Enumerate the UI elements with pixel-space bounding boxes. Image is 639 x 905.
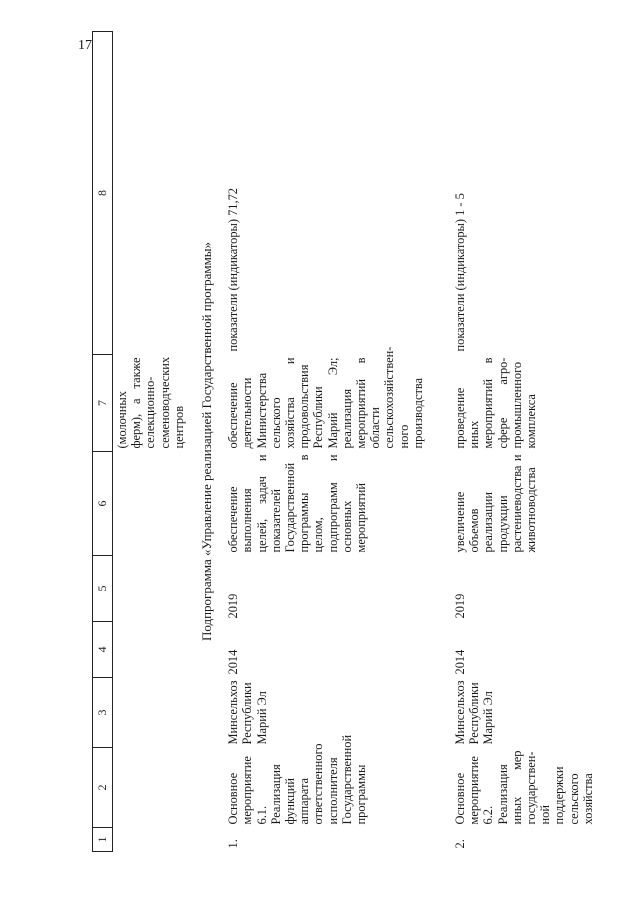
executor: Минсельхоз Республики Марий Эл [453,680,496,745]
col-header-8: 8 [93,32,113,355]
measure-name: Основное мероприятие 6.1. Реализация функций аппарата ответственного исполнителя Государственной программы [226,734,369,825]
col-header-1: 1 [93,828,113,852]
program-table [92,31,597,852]
table-row [451,32,597,852]
main-directions: проведение иных мероприятий в сфере агро-промышленного комплекса [453,357,539,449]
row-number: 1. [226,839,241,849]
continuation-row [113,32,189,852]
expected-result: обеспечение выполнения целей, задач и показателей Государственной программы в целом, подпрограмм и основных мероприятий [226,454,369,553]
subprogram-title: Подпрограмма «Управление реализацией Государственной программы» [199,241,215,642]
subprogram-row [188,32,224,852]
end-year: 2019 [226,593,241,619]
table-row [224,32,427,852]
expected-result: увеличение объемов реализации продукции растениеводства и животноводства [453,454,539,553]
executor: Минсельхоз Республики Марий Эл [226,680,269,745]
indicators: показатели (индикаторы) 71,72 [226,188,241,352]
header-row [93,32,113,852]
indicators: показатели (индикаторы) 1 - 5 [453,193,468,352]
col-header-7: 7 [93,355,113,452]
col-header-3: 3 [93,678,113,748]
continuation-col7: (молочных ферм), а также селекционно-семеноводческих центров [115,356,186,449]
measure-name: Основное мероприятие 6.2. Реализация иных мер государствен-ной поддержки сельского хозяйства [453,750,595,825]
col-header-6: 6 [93,452,113,556]
row-spacer [427,32,451,852]
page-number: 17 [78,38,92,53]
end-year: 2019 [453,593,468,619]
main-directions: обеспечение деятельности Министерства сельского хозяйства и продовольствия Республики Марий Эл; реализация мероприятий в области сельскохозяйствен-ного производства [226,346,425,449]
rotated-table-page [92,32,595,852]
col-header-4: 4 [93,622,113,678]
start-year: 2014 [453,649,468,675]
col-header-5: 5 [93,556,113,622]
col-header-2: 2 [93,748,113,828]
row-number: 2. [453,839,468,849]
start-year: 2014 [226,649,241,675]
